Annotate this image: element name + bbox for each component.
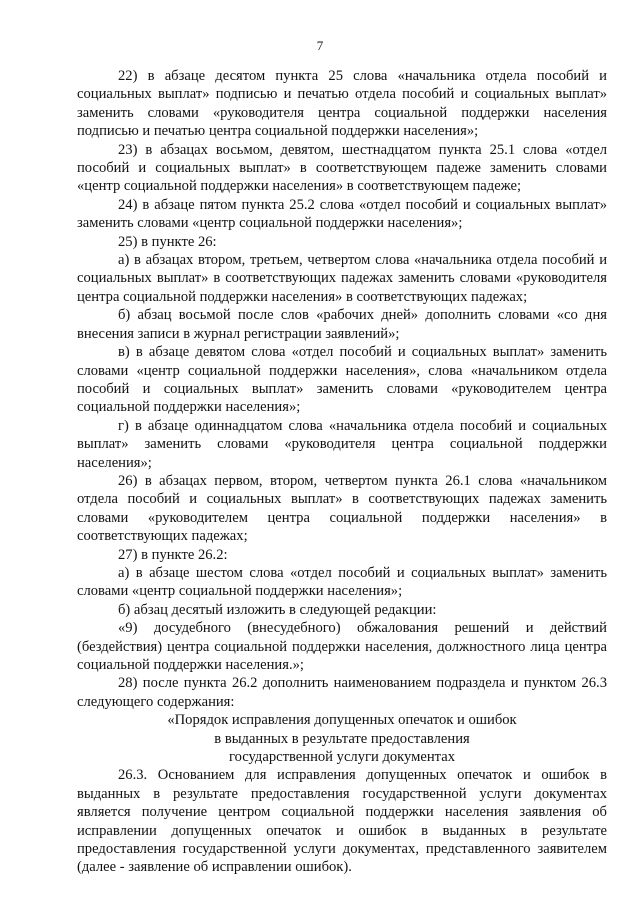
paragraph-23: 23) в абзацах восьмом, девятом, шестнадцатом пункта 25.1 слова «отдел пособий и социальных выплат» в соответствующем падеже заменить словами «центр социальной поддержки населения» в соответствующем падеже; — [77, 141, 607, 195]
paragraph-27-a: а) в абзаце шестом слова «отдел пособий и социальных выплат» заменить словами «центр социальной поддержки населения»; — [77, 564, 607, 600]
paragraph-25-b: б) абзац восьмой после слов «рабочих дней» дополнить словами «со дня внесения записи в журнал регистрации заявлений»; — [77, 307, 607, 342]
subsection-heading-line-2: в выданных в результате предоставления — [214, 730, 470, 747]
document-body — [77, 67, 607, 877]
paragraph-25-g: г) в абзаце одиннадцатом слова «начальника отдела пособий и социальных выплат» заменить словами «руководителя центра социальной поддержки населения»; — [77, 417, 607, 471]
paragraph-27-quote: «9) досудебного (внесудебного) обжалования решений и действий (бездействия) центра социальной поддержки населения, должностного лица центра социальной поддержки населения.»; — [77, 620, 607, 673]
paragraph-27: 27) в пункте 26.2: — [118, 546, 228, 563]
paragraph-25-v: в) в абзаце девятом слова «отдел пособий и социальных выплат» заменить словами «центр социальной поддержки населения», слова «начальником отдела пособий и социальных выплат» заменить словами «руководителем центра социальной поддержки населения»; — [77, 344, 607, 416]
subsection-heading-line-1: «Порядок исправления допущенных опечаток и ошибок — [167, 712, 517, 729]
page-number: 7 — [316, 38, 324, 53]
subsection-heading-line-3: государственной услуги документах — [228, 749, 456, 766]
paragraph-27-b: б) абзац десятый изложить в следующей редакции: — [118, 601, 437, 618]
paragraph-22: 22) в абзаце десятом пункта 25 слова «начальника отдела пособий и социальных выплат» подписью и печатью отдела пособий и социальных выплат» заменить словами «руководителя центра социальной поддержки населения подписью и печатью центра социальной поддержки населения»; — [77, 68, 607, 140]
paragraph-24: 24) в абзаце пятом пункта 25.2 слова «отдел пособий и социальных выплат» заменить словами «центр социальной поддержки населения»; — [77, 196, 607, 232]
paragraph-26: 26) в абзацах первом, втором, четвертом пункта 26.1 слова «начальником отдела пособий и социальных выплат» в соответствующих падежах заменить словами «руководителем центра социальной поддержки населения» в соответствующих падежах; — [77, 472, 607, 545]
paragraph-26-3: 26.3. Основанием для исправления допущенных опечаток и ошибок в выданных в результате предоставления государственной услуги документах является получение центром социальной поддержки населения заявления об исправлении допущенных опечаток и ошибок в выданных в результате предоставления государственной услуги документах, представленного заявителем (далее - заявление об исправлении ошибок). — [77, 767, 607, 876]
paragraph-25: 25) в пункте 26: — [118, 233, 217, 250]
paragraph-25-a: а) в абзацах втором, третьем, четвертом слова «начальника отдела пособий и социальных выплат» в соответствующих падежах заменить словами «руководителя центра социальной поддержки населения» в соответствующих падежах; — [77, 252, 607, 305]
paragraph-28: 28) после пункта 26.2 дополнить наименованием подраздела и пунктом 26.3 следующего содержания: — [77, 675, 607, 710]
